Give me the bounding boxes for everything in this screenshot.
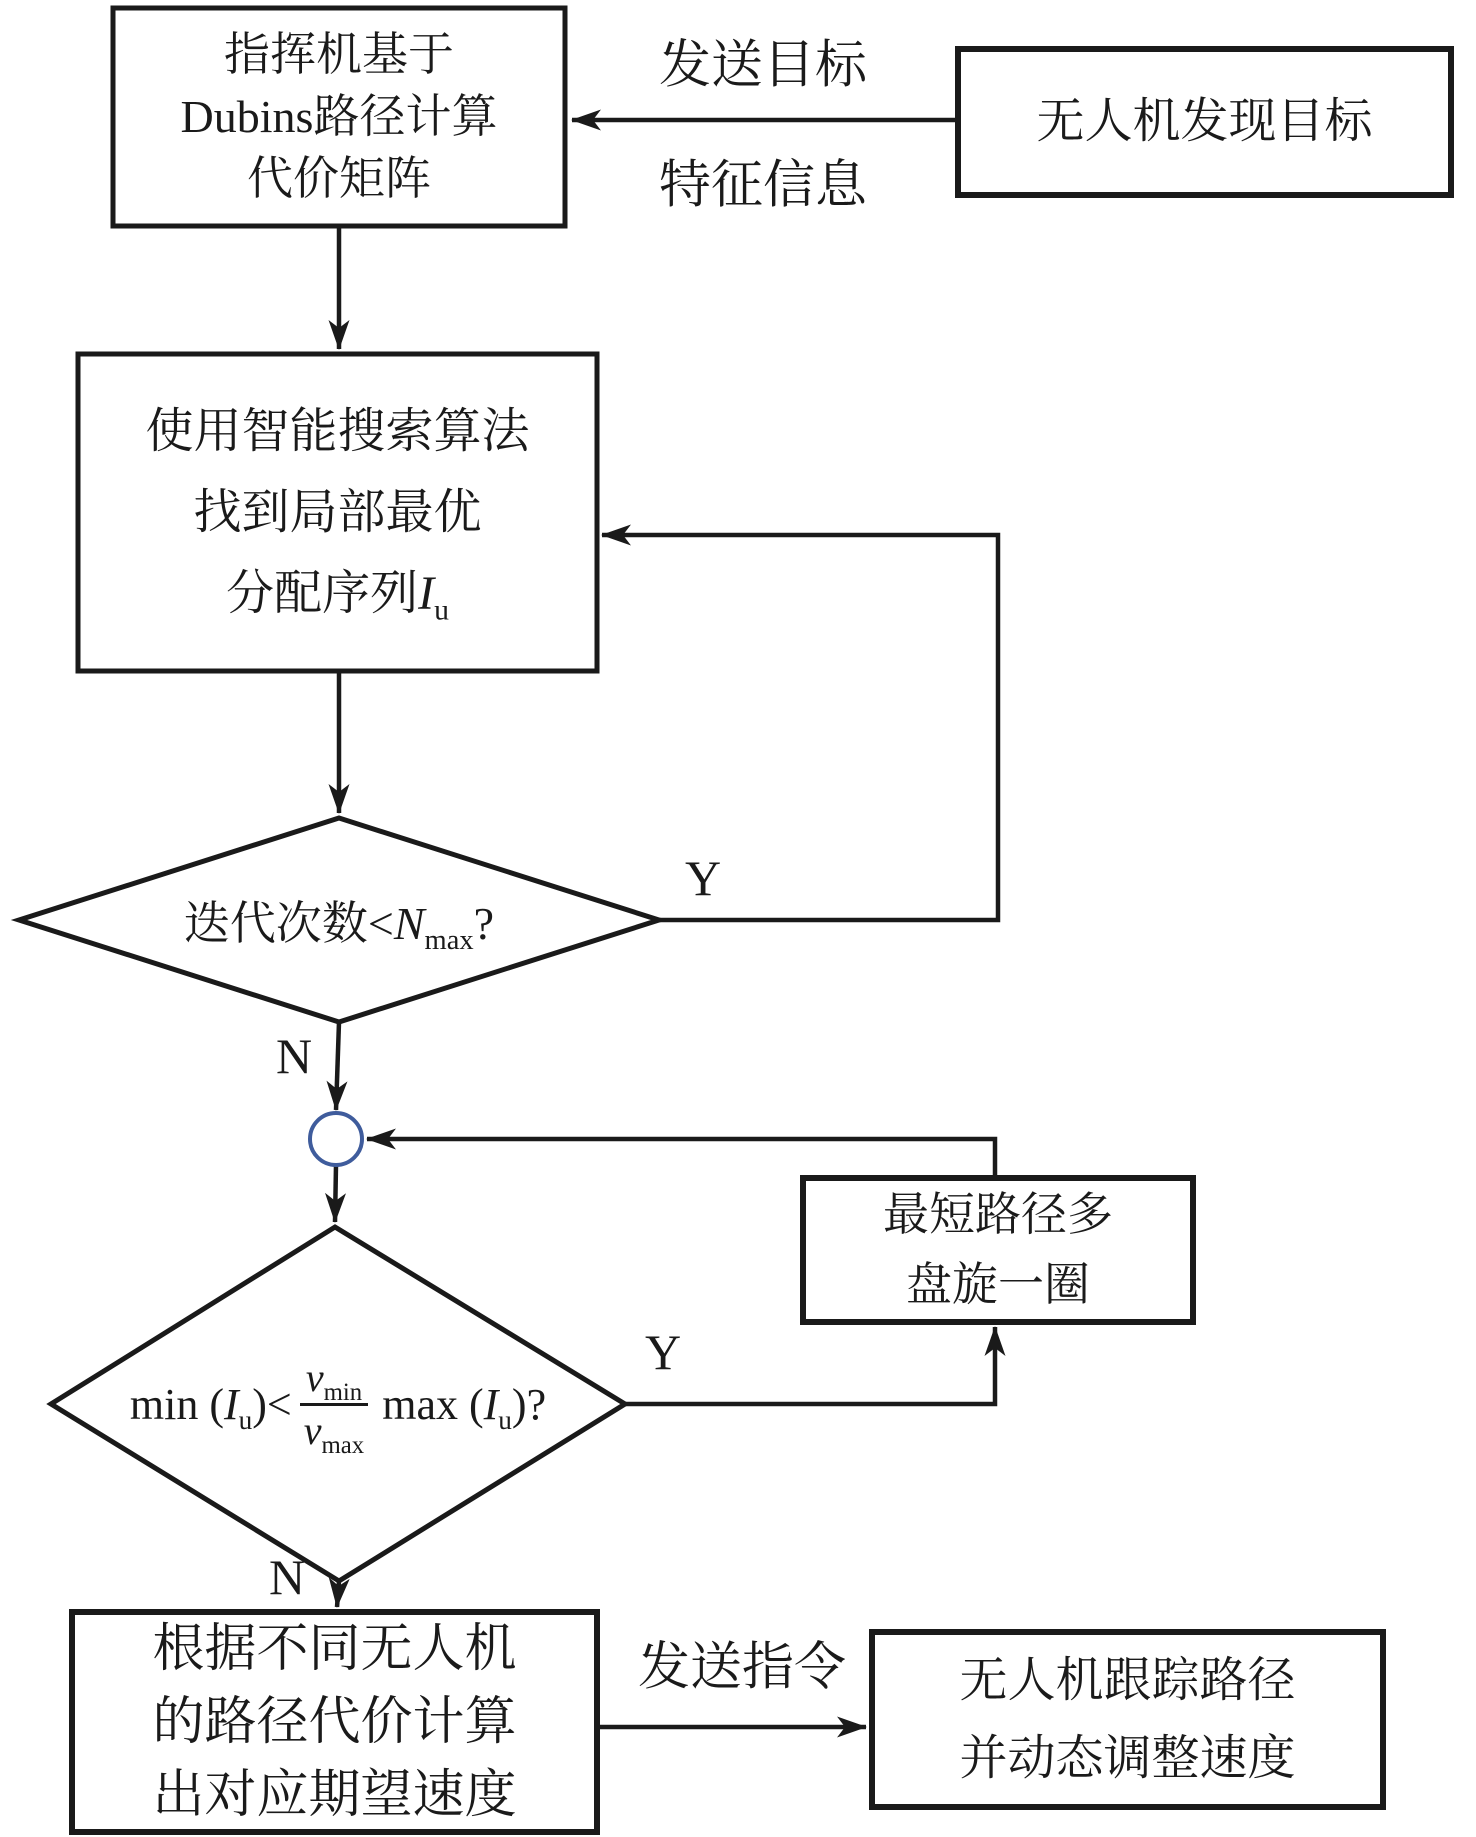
box3-uav-finds-target — [958, 49, 1451, 195]
box2-line: 使用智能搜索算法 — [145, 405, 530, 458]
decision2-speed-ratio-label — [51, 1320, 625, 1488]
box1-command-cost-matrix — [113, 8, 565, 226]
box5-compute-expected-speed — [72, 1612, 597, 1832]
decision1-no-label: N — [275, 1028, 313, 1084]
box5-line: 的路径代价计算 — [152, 1693, 517, 1751]
vmin-vmax-fraction — [298, 1354, 370, 1459]
subscript-max: max — [424, 925, 474, 957]
box6-uav-track-path — [872, 1632, 1383, 1807]
box6-line: 无人机跟踪路径 — [959, 1653, 1296, 1707]
box1-line: 代价矩阵 — [247, 153, 431, 204]
edge-decision1-no-to-connector — [336, 1022, 339, 1110]
variable-I: I — [418, 567, 435, 620]
edge-decision2-no-to-box5 — [337, 1581, 339, 1607]
box6-line: 并动态调整速度 — [959, 1731, 1296, 1785]
box1-line: 指挥机基于 — [224, 29, 454, 80]
box5-line: 根据不同无人机 — [152, 1620, 517, 1678]
subscript-u: u — [498, 1404, 512, 1435]
box2-line: 找到局部最优 — [193, 486, 482, 539]
decision1-iterations-label: 迭代次数$<N_{max}$? — [183, 898, 495, 957]
subscript-u: u — [238, 1404, 253, 1435]
variable-I: I — [483, 1379, 499, 1429]
fraction-denominator: $v_{max}$ — [303, 1407, 365, 1459]
box2-intelligent-search — [78, 354, 597, 671]
edge-connector-to-decision2 — [335, 1165, 336, 1222]
subscript-u: u — [434, 593, 449, 627]
fraction-numerator: $v_{min}$ — [300, 1355, 368, 1406]
box3-line: 无人机发现目标 — [1036, 95, 1373, 148]
formula-right-part: $\max (I_u)$? — [382, 1379, 547, 1435]
variable-N: N — [393, 898, 425, 949]
decision2-yes-label: Y — [644, 1324, 682, 1380]
formula-left-part: $\min (I_u)<$ — [129, 1379, 292, 1435]
edge-box4-to-connector — [367, 1139, 995, 1178]
decision1-yes-label: Y — [684, 850, 722, 906]
send-target-label-line2: 特征信息 — [658, 157, 868, 215]
box1-line: Dubins路径计算 — [180, 91, 498, 142]
box4-line: 最短路径多 — [883, 1189, 1113, 1240]
send-target-label-line1: 发送目标 — [658, 37, 868, 95]
box2-line: 分配序列$I_u$ — [226, 567, 449, 627]
decision2-no-label: N — [268, 1549, 306, 1605]
variable-I: I — [223, 1379, 239, 1429]
box4-shortest-path-loiter — [803, 1178, 1193, 1322]
box4-line: 盘旋一圈 — [906, 1259, 1090, 1310]
send-command-label: 发送指令 — [637, 1639, 847, 1697]
junction-connector-circle — [310, 1113, 362, 1165]
box5-line: 出对应期望速度 — [152, 1766, 517, 1824]
edge-decision1-yes-loop — [602, 535, 998, 920]
